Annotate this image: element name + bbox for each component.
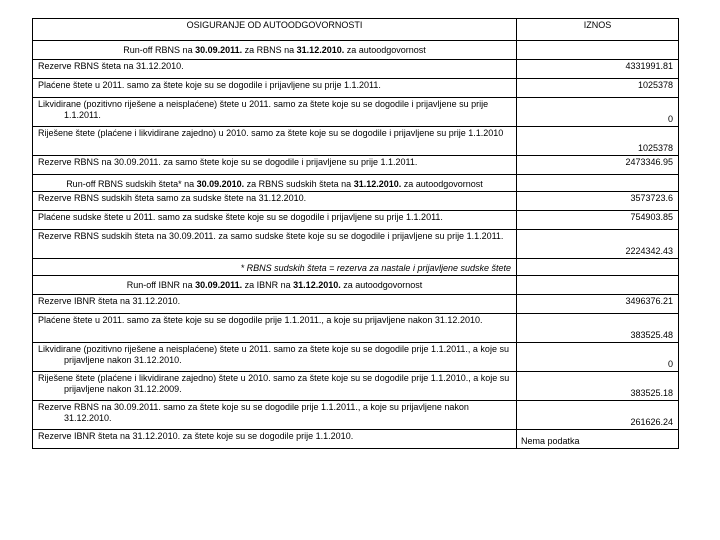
row-label: Rezerve RBNS na 30.09.2011. za samo štete koje su se dogodile i prijavljene su prije 1.1.2011.: [33, 156, 517, 175]
row-value: 3496376.21: [517, 295, 679, 314]
row-label: Plaćene štete u 2011. samo za štete koje su se dogodile i prijavljene su prije 1.1.2011.: [33, 79, 517, 98]
section-title: Run-off IBNR na 30.09.2011. za IBNR na 31.12.2010. za autoodgovornost: [33, 276, 517, 295]
table-header-row: [33, 19, 679, 41]
footnote: * RBNS sudskih šteta = rezerva za nastale i prijavljene sudske štete: [33, 259, 517, 276]
table-row: [33, 295, 679, 314]
section-title: Run-off RBNS na 30.09.2011. za RBNS na 31.12.2010. za autoodgovornost: [33, 41, 517, 60]
row-value: 383525.48: [517, 314, 679, 343]
run-off-table: [32, 18, 679, 449]
table-row: [33, 192, 679, 211]
table-row: [33, 230, 679, 259]
table-row: [33, 314, 679, 343]
row-label: Rezerve RBNS šteta na 31.12.2010.: [33, 60, 517, 79]
row-value: 0: [517, 98, 679, 127]
section-title-row: [33, 276, 679, 295]
row-value: 2473346.95: [517, 156, 679, 175]
row-value: 754903.85: [517, 211, 679, 230]
row-value: 2224342.43: [517, 230, 679, 259]
row-value: 1025378: [517, 127, 679, 156]
section-title: Run-off RBNS sudskih šteta* na 30.09.2010. za RBNS sudskih šteta na 31.12.2010. za autoodgovornost: [33, 175, 517, 192]
table-row: [33, 372, 679, 401]
row-label: Rezerve RBNS sudskih šteta samo za sudske štete na 31.12.2010.: [33, 192, 517, 211]
section-title-row: [33, 41, 679, 60]
table-row: [33, 79, 679, 98]
row-label: Riješene štete (plaćene i likvidirane zajedno) štete u 2010. samo za štete koje su se dogodile prije 1.1.2010., a koje su prijavljene nakon 31.12.2009.: [33, 372, 517, 401]
table-row: [33, 156, 679, 175]
table-row: [33, 98, 679, 127]
row-value: Nema podatka: [517, 430, 679, 449]
table-row: [33, 127, 679, 156]
row-value: 261626.24: [517, 401, 679, 430]
row-label: Likvidirane (pozitivno riješene a neisplaćene) štete u 2011. samo za štete koje su se dogodile i prijavljene su prije 1.1.2011.: [33, 98, 517, 127]
row-value: 4331991.81: [517, 60, 679, 79]
table-row: [33, 430, 679, 449]
row-label: Plaćene sudske štete u 2011. samo za sudske štete koje su se dogodile i prijavljene su prije 1.1.2011.: [33, 211, 517, 230]
row-label: Rezerve IBNR šteta na 31.12.2010. za štete koje su se dogodile prije 1.1.2010.: [33, 430, 517, 449]
row-label: Rezerve RBNS na 30.09.2011. samo za štete koje su se dogodile prije 1.1.2011., a koje su prijavljene nakon 31.12.2010.: [33, 401, 517, 430]
row-value: 3573723.6: [517, 192, 679, 211]
row-value: 0: [517, 343, 679, 372]
table-row: [33, 401, 679, 430]
footnote-row: [33, 259, 679, 276]
header-label: OSIGURANJE OD AUTOODGOVORNOSTI: [33, 19, 517, 41]
header-amount: IZNOS: [517, 19, 679, 41]
table-row: [33, 60, 679, 79]
row-label: Riješene štete (plaćene i likvidirane zajedno) u 2010. samo za štete koje su se dogodile i prijavljene su prije 1.1.2010: [33, 127, 517, 156]
table-row: [33, 343, 679, 372]
section-title-row: [33, 175, 679, 192]
table-row: [33, 211, 679, 230]
row-value: 1025378: [517, 79, 679, 98]
row-label: Rezerve RBNS sudskih šteta na 30.09.2011. za samo sudske štete koje su se dogodile i prijavljene su prije 1.1.2011.: [33, 230, 517, 259]
row-label: Rezerve IBNR šteta na 31.12.2010.: [33, 295, 517, 314]
row-label: Likvidirane (pozitivno riješene a neisplaćene) štete u 2011. samo za štete koje su se dogodile prije 1.1.2011., a koje su prijavljene nakon 31.12.2010.: [33, 343, 517, 372]
row-value: 383525.18: [517, 372, 679, 401]
row-label: Plaćene štete u 2011. samo za štete koje su se dogodile prije 1.1.2011., a koje su prijavljene nakon 31.12.2010.: [33, 314, 517, 343]
